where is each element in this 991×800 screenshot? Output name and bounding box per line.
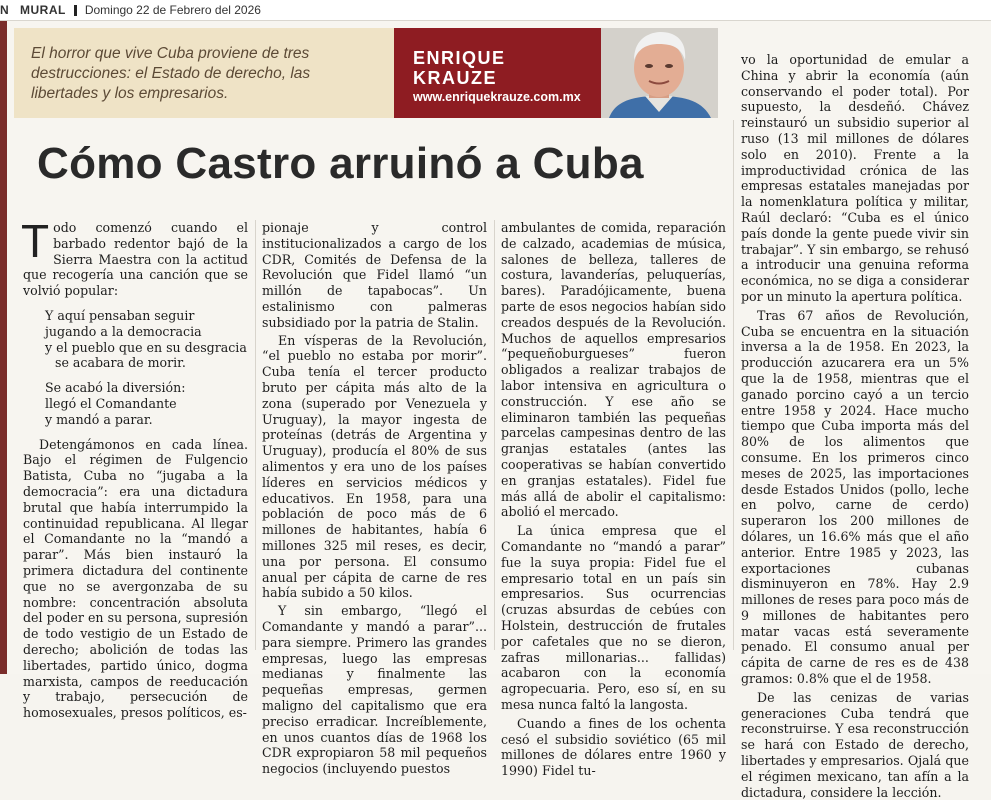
song-verse bbox=[45, 380, 248, 427]
author-name bbox=[413, 48, 506, 88]
song-verse bbox=[45, 308, 248, 371]
column-divider bbox=[255, 220, 256, 650]
author-first-name: ENRIQUE bbox=[413, 48, 506, 68]
article-paragraph: Cuando a fines de los ochenta cesó el subsidio soviético (65 mil millones de dólares entre 1960 y 1990) Fidel tu- bbox=[501, 715, 726, 779]
article-column-3 bbox=[501, 220, 726, 779]
author-last-name: KRAUZE bbox=[413, 68, 497, 88]
drop-cap: T bbox=[21, 215, 50, 267]
verse-line: y mandó a parar. bbox=[45, 411, 153, 427]
author-portrait bbox=[601, 28, 718, 118]
article-paragraph: pionaje y control institucionalizados a cargo de los CDR, Comités de Defensa de la Revolución que Fidel llamó “un millón de tapabocas”. Un estalinismo con palmeras subsidiado por la patria de Stalin. bbox=[262, 220, 487, 330]
article-paragraph: ambulantes de comida, reparación de calzado, academias de música, salones de belleza, talleres de costura, lavanderías, peluquerías, bares). Paradójicamente, buena parte de esos negocios habían sido creados después de la Revolución. Muchos de aquellos empresarios “pequeñoburgueses” fueron obligados a realizar trabajos de labor intensiva en agricultura o construcción. Y ese año se eliminaron también las pequeñas parcelas campesinas dentro de las granjas estatales (antes las cooperativas se habían convertido en granjas estatales). Fidel fue más allá de abolir el capitalismo: abolió el mercado. bbox=[501, 220, 726, 520]
publication-date: Domingo 22 de Febrero del 2026 bbox=[84, 3, 261, 17]
verse-line: se acabara de morir. bbox=[55, 355, 186, 371]
article-paragraph: De las cenizas de varias generaciones Cuba tendrá que reconstruirse. Y esa reconstrucción se hará con Estado de derecho, libertades y empresarios. Ojalá que el régimen mexicano, tan afín a la dictadura, considere la lección. bbox=[741, 689, 969, 800]
article-column-4 bbox=[741, 52, 969, 800]
article-paragraph: Y sin embargo, “llegó el Comandante y mandó a parar”... para siempre. Primero las grandes empresas, luego las empresas medianas y finalmente las pequeñas empresas, germen maligno del capitalismo que era preciso erradicar. Increíblemente, en unos cuantos días de 1968 los CDR expropiaron 58 mil pequeños negocios (incluyendo puestos bbox=[262, 603, 487, 777]
pull-quote: El horror que vive Cuba proviene de tres destrucciones: el Estado de derecho, las libertades y los empresarios. bbox=[14, 28, 394, 118]
article-paragraph bbox=[21, 215, 248, 299]
article-paragraph: Detengámonos en cada línea. Bajo el régimen de Fulgencio Batista, Cuba no “jugaba a la democracia”: era una dictadura brutal que había interrumpido la continuidad republicana. Al llegar el Comandante no la “mandó a parar”. Más bien instauró la primera dictadura del continente que no se avergonzaba de su nombre: concentración absoluta del poder en su persona, supresión de todo vestigio de un Estado de derecho; abolición de todas las libertades, partido único, dogma marxista, campos de reeducación y trabajo, persecución de homosexuales, presos políticos, es- bbox=[23, 436, 248, 721]
verse-line: y el pueblo que en su desgracia bbox=[45, 339, 247, 355]
article-headline: Cómo Castro arruinó a Cuba bbox=[37, 139, 644, 188]
verse-line: Se acabó la diversión: bbox=[45, 380, 186, 396]
article-column-1 bbox=[21, 215, 248, 721]
author-banner bbox=[394, 28, 718, 118]
edge-letter: N bbox=[0, 3, 9, 17]
header-separator bbox=[74, 5, 77, 16]
author-website: www.enriquekrauze.com.mx bbox=[413, 90, 581, 104]
column-divider bbox=[494, 220, 495, 650]
newspaper-name: MURAL bbox=[20, 3, 66, 17]
article-paragraph: vo la oportunidad de emular a China y abrir la economía (aún conservando el poder total). Por supuesto, la desdeñó. Chávez reinstauró un subsidio superior al ruso (13 mil millones de dólares solo en 2010). Frente a la improductividad crónica de las empresas estatales manejadas por la nomenklatura política y militar, Raúl declaró: “Cuba es el único país donde la gente puede vivir sin trabajar”. Y sin embargo, se rehusó a introducir una genuina reforma económica, no se diga a considerar por un minuto la apertura política. bbox=[741, 52, 969, 304]
page-edge-strip bbox=[0, 21, 7, 674]
column-divider bbox=[733, 120, 734, 650]
article-paragraph: La única empresa que el Comandante no “mandó a parar” fue la suya propia: Fidel fue el empresario total en un país sin empresarios. Sus ocurrencias (cruzas absurdas de cebúes con Holstein, destrucción de frutales por cafetales que no se dieron, zafras millonarias... fallidas) acabaron con la economía agropecuaria. Pero, eso sí, en su mesa nunca faltó la langosta. bbox=[501, 523, 726, 712]
article-column-2 bbox=[262, 220, 487, 777]
newspaper-header-bar bbox=[0, 0, 991, 21]
verse-line: Y aquí pensaban seguir bbox=[45, 307, 195, 323]
article-paragraph: Tras 67 años de Revolución, Cuba se encuentra en la situación inversa a la de 1958. En 2023, la producción azucarera era un 5% que la de 1958, mientras que el ganado porcino cayó a un tercio entre 1958 y 2024. Hace mucho tiempo que Cuba importa más del 80% de los alimentos que consume. En los primeros cinco meses de 2025, las importaciones desde Estados Unidos (pollo, leche en polvo, carne de cerdo) superaron los 200 millones de dólares, un 16.6% más que el año anterior. Entre 1985 y 2023, las exportaciones cubanas disminuyeron en 78%. Hay 2.9 millones de reses para poco más de 9 millones de habitantes pero matar vacas está severamente penado. El consumo anual per cápita de carne de res es de 438 gramos: 0.8% que el de 1958. bbox=[741, 307, 969, 687]
opening-text: odo comenzó cuando el barbado redentor bajó de la Sierra Maestra con la actitud que recogería una canción que se volvió popular: bbox=[23, 220, 248, 299]
verse-line: llegó el Comandante bbox=[45, 395, 177, 411]
verse-line: jugando a la democracia bbox=[45, 323, 202, 339]
article-paragraph: En vísperas de la Revolución, “el pueblo no estaba por morir”. Cuba tenía el tercer producto bruto per cápita más alto de la zona (superado por Venezuela y Uruguay), la mayor ingesta de proteínas (detrás de Argentina y Uruguay), producía el 80% de sus alimentos y era uno de los países líderes en servicios médicos y educativos. En 1958, para una población de poco más de 6 millones de habitantes, había 6 millones 325 mil reses, es decir, una por persona. El consumo anual per cápita de carne de res había subido a 50 kilos. bbox=[262, 332, 487, 601]
